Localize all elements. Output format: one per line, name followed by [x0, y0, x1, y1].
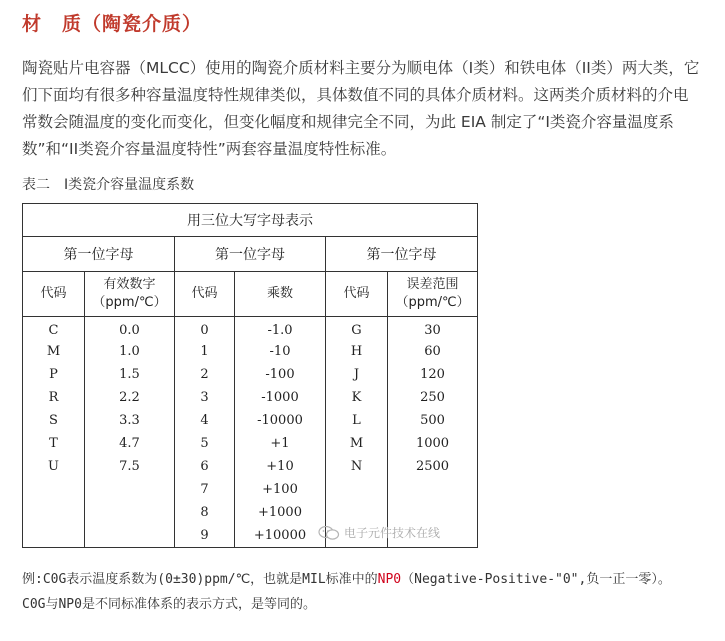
col-header-code-1: 代码 [23, 272, 85, 317]
section-heading: 材 质（陶瓷介质） [22, 13, 203, 35]
cell-code-3 [326, 478, 388, 501]
cell-significant-digits [85, 501, 175, 524]
table-row [23, 340, 478, 363]
cell-code-3 [326, 501, 388, 524]
cell-code-3: H [326, 340, 388, 363]
cell-tolerance: 250 [388, 386, 478, 409]
cell-code-3: L [326, 409, 388, 432]
cell-tolerance [388, 478, 478, 501]
temperature-coefficient-table [22, 203, 478, 548]
cell-tolerance: 60 [388, 340, 478, 363]
cell-code-2: 7 [175, 478, 235, 501]
cell-significant-digits: 1.5 [85, 363, 175, 386]
cell-code-1: U [23, 455, 85, 478]
intro-paragraph: 陶瓷贴片电容器（MLCC）使用的陶瓷介质材料主要分为顺电体（I类）和铁电体（II类）两大类，它们下面均有很多种容量温度特性规律类似，具体数值不同的具体介质材料。这两类介质材料的介电常数会随温度的变化而变化，但变化幅度和规律完全不同，为此 EIA 制定了“I类瓷介容量温度系数”和“II类瓷介容量温度特性”两套容量温度特性标准。 [22, 59, 700, 158]
cell-significant-digits [85, 524, 175, 548]
cell-code-1 [23, 524, 85, 548]
cell-code-2: 8 [175, 501, 235, 524]
cell-multiplier: +1 [235, 432, 326, 455]
col-header-code-2: 代码 [175, 272, 235, 317]
cell-tolerance: 120 [388, 363, 478, 386]
cell-multiplier: +100 [235, 478, 326, 501]
table-row [23, 363, 478, 386]
cell-significant-digits: 3.3 [85, 409, 175, 432]
cell-tolerance [388, 501, 478, 524]
cell-tolerance: 2500 [388, 455, 478, 478]
table-row [23, 432, 478, 455]
cell-multiplier: +10000 [235, 524, 326, 548]
table-row [23, 501, 478, 524]
cell-tolerance: 500 [388, 409, 478, 432]
table-row [23, 386, 478, 409]
cell-code-2: 6 [175, 455, 235, 478]
cell-code-2: 2 [175, 363, 235, 386]
cell-multiplier: -1.0 [235, 317, 326, 341]
cell-multiplier: +10 [235, 455, 326, 478]
note-highlight-np0: NP0 [377, 572, 402, 587]
group-header-3: 第一位字母 [326, 237, 478, 272]
watermark [318, 524, 440, 541]
col-header-multiplier: 乘数 [235, 272, 326, 317]
cell-code-3: M [326, 432, 388, 455]
table-row [23, 317, 478, 341]
cell-code-3: G [326, 317, 388, 341]
col-header-significant-digits [85, 272, 175, 317]
cell-code-1: S [23, 409, 85, 432]
col-header-tolerance-line2: （ppm/℃） [395, 295, 470, 310]
col-header-code-3: 代码 [326, 272, 388, 317]
cell-significant-digits: 7.5 [85, 455, 175, 478]
group-header-1: 第一位字母 [23, 237, 175, 272]
col-header-digits-line2: （ppm/℃） [92, 295, 167, 310]
col-header-digits-line1: 有效数字 [103, 277, 156, 292]
cell-significant-digits: 4.7 [85, 432, 175, 455]
cell-code-3: J [326, 363, 388, 386]
wechat-icon [318, 526, 340, 540]
col-header-tolerance-line1: 误差范围 [406, 277, 459, 292]
table-row [23, 478, 478, 501]
cell-code-2: 4 [175, 409, 235, 432]
cell-code-1: C [23, 317, 85, 341]
cell-code-1 [23, 478, 85, 501]
note-line1-post: （Negative-Positive-"0",负一正一零）。 [401, 572, 671, 587]
cell-code-2: 9 [175, 524, 235, 548]
cell-tolerance: 30 [388, 317, 478, 341]
cell-significant-digits [85, 478, 175, 501]
watermark-text: 电子元件技术在线 [344, 526, 441, 540]
cell-code-2: 1 [175, 340, 235, 363]
cell-tolerance: 1000 [388, 432, 478, 455]
group-header-2: 第一位字母 [175, 237, 326, 272]
example-note [22, 567, 712, 617]
cell-multiplier: -100 [235, 363, 326, 386]
cell-code-1: R [23, 386, 85, 409]
cell-multiplier: +1000 [235, 501, 326, 524]
cell-code-2: 5 [175, 432, 235, 455]
cell-code-2: 3 [175, 386, 235, 409]
cell-code-2: 0 [175, 317, 235, 341]
note-line2: C0G与NP0是不同标准体系的表示方式，是等同的。 [22, 597, 316, 612]
cell-significant-digits: 2.2 [85, 386, 175, 409]
cell-significant-digits: 1.0 [85, 340, 175, 363]
cell-multiplier: -10 [235, 340, 326, 363]
table-row [23, 409, 478, 432]
cell-multiplier: -1000 [235, 386, 326, 409]
table-row [23, 455, 478, 478]
table-body [23, 317, 478, 548]
cell-code-3: K [326, 386, 388, 409]
table-title: 用三位大写字母表示 [23, 204, 478, 237]
cell-code-1: P [23, 363, 85, 386]
col-header-tolerance [388, 272, 478, 317]
cell-code-1 [23, 501, 85, 524]
table-caption: 表二 Ⅰ类瓷介容量温度系数 [22, 177, 195, 193]
cell-code-1: M [23, 340, 85, 363]
cell-multiplier: -10000 [235, 409, 326, 432]
note-line1-pre: 例:C0G表示温度系数为(0±30)ppm/℃，也就是MIL标准中的 [22, 572, 378, 587]
cell-significant-digits: 0.0 [85, 317, 175, 341]
cell-code-3: N [326, 455, 388, 478]
cell-code-1: T [23, 432, 85, 455]
